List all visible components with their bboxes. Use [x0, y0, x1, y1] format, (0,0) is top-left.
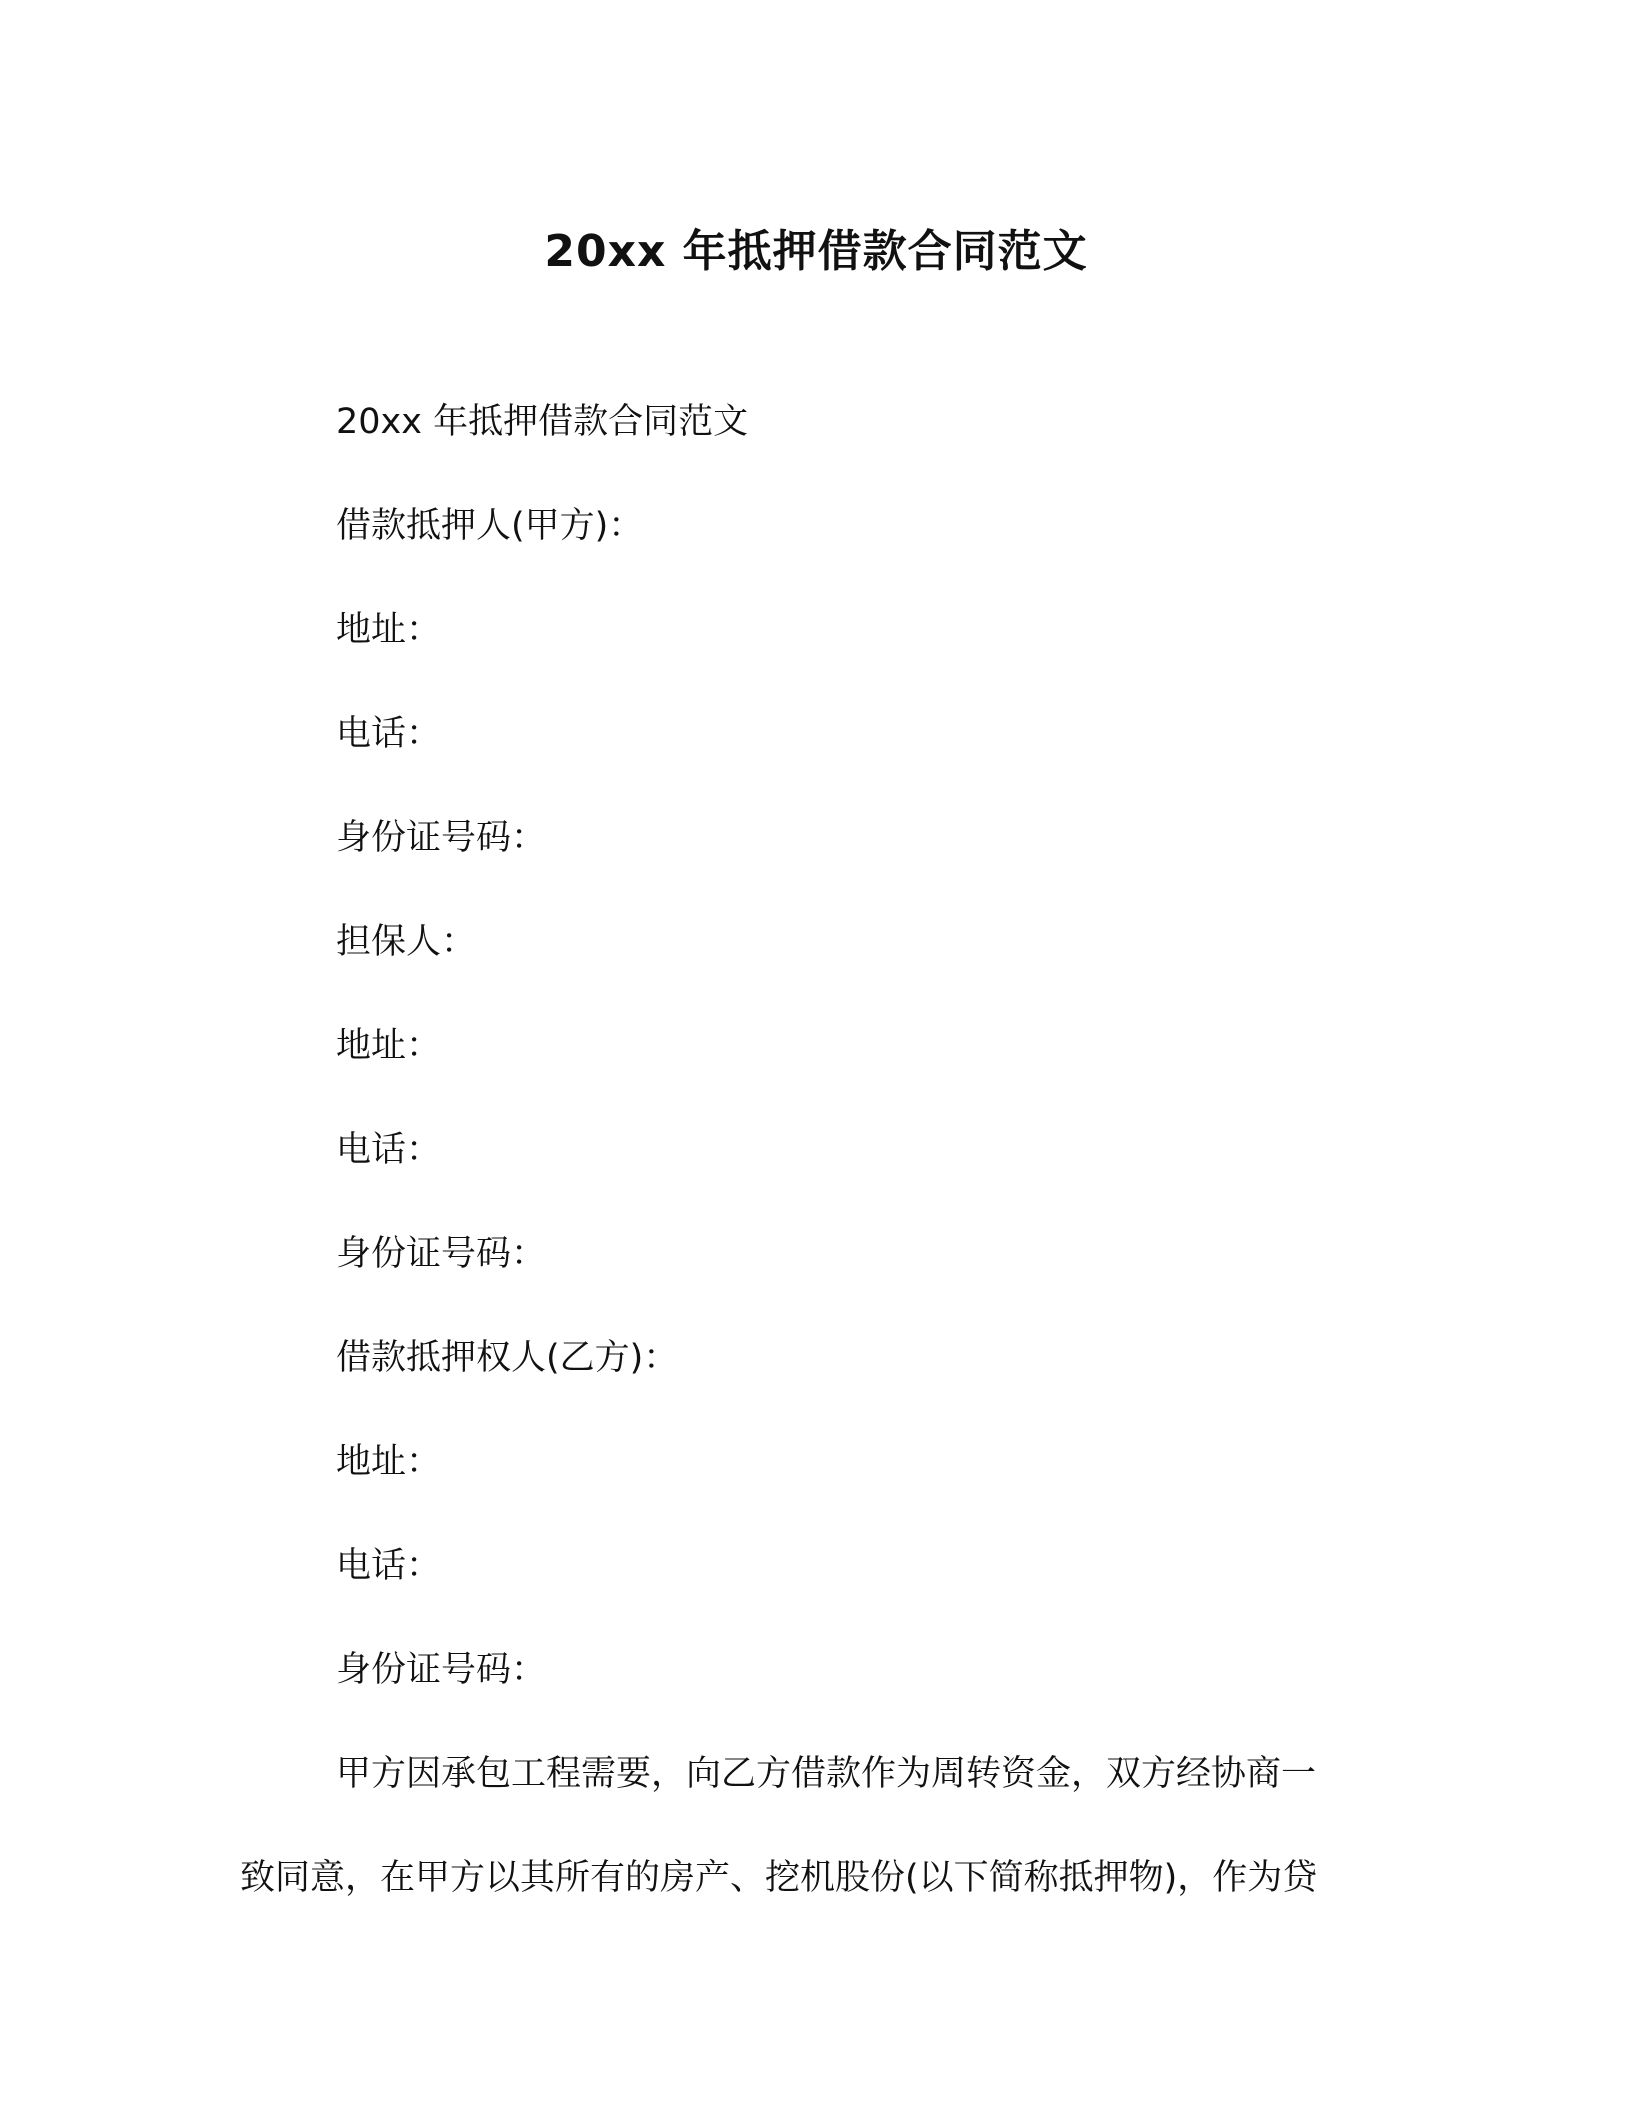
document-title: 20xx 年抵押借款合同范文 [544, 226, 1088, 277]
borrower-address-label: 地址： [336, 610, 442, 650]
paragraph-line-2: 致同意，在甲方以其所有的房产、挖机股份(以下简称抵押物)，作为贷 [240, 1858, 1318, 1898]
document-subtitle: 20xx 年抵押借款合同范文 [336, 402, 749, 442]
lender-phone-label: 电话： [336, 1546, 442, 1586]
contract-fields [336, 398, 1436, 1750]
borrower-phone-label: 电话： [336, 714, 442, 754]
paragraph-line-1: 甲方因承包工程需要，向乙方借款作为周转资金，双方经协商一 [336, 1754, 1317, 1794]
guarantor-label: 担保人： [336, 922, 477, 962]
borrower-mortgagor-label: 借款抵押人(甲方)： [336, 506, 644, 546]
contract-body-paragraph [240, 1750, 1380, 1958]
lender-address-label: 地址： [336, 1442, 442, 1482]
borrower-id-label: 身份证号码： [336, 818, 547, 858]
lender-id-label: 身份证号码： [336, 1650, 547, 1690]
guarantor-address-label: 地址： [336, 1026, 442, 1066]
guarantor-phone-label: 电话： [336, 1130, 442, 1170]
guarantor-id-label: 身份证号码： [336, 1234, 547, 1274]
lender-mortgagee-label: 借款抵押权人(乙方)： [336, 1338, 679, 1378]
